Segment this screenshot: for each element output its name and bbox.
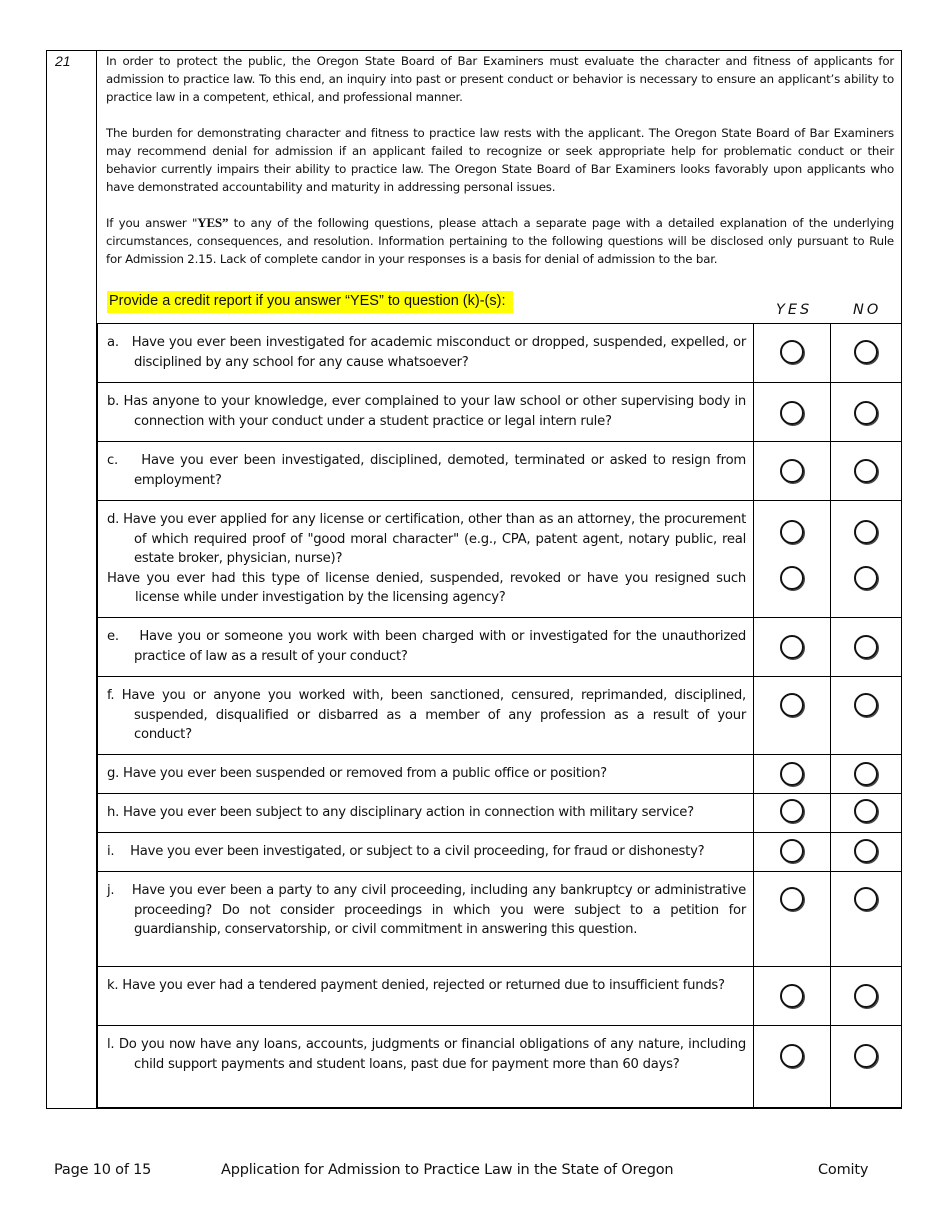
question-a-text <box>98 324 753 380</box>
question-k-no-radio[interactable] <box>854 984 878 1008</box>
question-a-body: Have you ever been investigated for academic misconduct or dropped, suspended, expelled, or disciplined by any school for any cause whatsoever? <box>131 335 746 370</box>
intro-p3-before: If you answer " <box>106 216 198 230</box>
question-d-prefix: d. <box>107 512 120 527</box>
question-row-b <box>98 383 902 442</box>
question-c-no-radio[interactable] <box>854 459 878 483</box>
question-d2-yes-radio[interactable] <box>780 566 804 590</box>
question-i-no-radio[interactable] <box>854 839 878 863</box>
question-d1-no-radio[interactable] <box>854 520 878 544</box>
question-l-text <box>98 1026 753 1082</box>
question-f-prefix: f. <box>107 688 115 703</box>
credit-report-highlight: Provide a credit report if you answer “YES” to question (k)-(s): <box>107 291 513 313</box>
question-d2-no-radio[interactable] <box>854 566 878 590</box>
question-c-text <box>98 442 753 498</box>
question-row-l <box>98 1026 902 1108</box>
question-a-yes-radio[interactable] <box>780 340 804 364</box>
question-c-yes-radio[interactable] <box>780 459 804 483</box>
question-number: 21 <box>55 53 71 69</box>
footer-type: Comity <box>818 1162 869 1178</box>
question-k-text <box>98 967 753 1004</box>
questions-table <box>97 323 902 1108</box>
question-f-no-radio[interactable] <box>854 693 878 717</box>
question-d-body: Have you ever applied for any license or certification, other than as an attorney, the procurement of which required proof of "good moral character" (e.g., CPA, patent agent, notary public, real estate broker, physician, nurse)? <box>123 512 746 567</box>
intro-text <box>106 52 894 268</box>
question-l-body: Do you now have any loans, accounts, judgments or financial obligations of any nature, including child support payments and student loans, past due for payment more than 60 days? <box>118 1037 746 1072</box>
question-l-prefix: l. <box>107 1037 115 1052</box>
intro-p3-yes: YES” <box>197 215 229 230</box>
question-f-body: Have you or anyone you worked with, been sanctioned, censured, reprimanded, disciplined, suspended, disqualified or disbarred as a member of any profession as a result of your conduct? <box>121 688 746 743</box>
question-i-text <box>98 833 753 870</box>
question-row-f <box>98 677 902 755</box>
question-row-d <box>98 501 902 618</box>
question-l-no-radio[interactable] <box>854 1044 878 1068</box>
question-j-body: Have you ever been a party to any civil proceeding, including any bankruptcy or administrative proceeding? Do not consider proceedings in which you were subject to a petition for guardianship, conservatorship, or civil commitment in answering this question. <box>131 883 746 938</box>
intro-p3-after: to any of the following questions, please attach a separate page with a detailed explanation of the underlying circumstances, consequences, and resolution. Information pertaining to the following questions will be disclosed only pursuant to Rule for Admission 2.15. Lack of complete candor in your responses is a basis for denial of admission to the bar. <box>106 216 894 266</box>
intro-paragraph-2: The burden for demonstrating character and fitness to practice law rests with the applicant. The Oregon State Board of Bar Examiners may recommend denial for admission if an applicant failed to recognize or seek appropriate help for problematic conduct or their behavior currently impairs their ability to practice law. The Oregon State Board of Bar Examiners looks favorably upon applicants who have demonstrated accountability and maturity in addressing personal issues. <box>106 126 894 194</box>
question-g-prefix: g. <box>107 766 120 781</box>
question-i-yes-radio[interactable] <box>780 839 804 863</box>
question-g-yes-radio[interactable] <box>780 762 804 786</box>
question-e-body: Have you or someone you work with been charged with or investigated for the unauthorized practice of law as a result of your conduct? <box>134 629 746 664</box>
question-j-yes-radio[interactable] <box>780 887 804 911</box>
question-21-frame <box>46 50 902 1109</box>
question-h-text <box>98 794 753 831</box>
question-row-h <box>98 794 902 833</box>
question-row-a <box>98 324 902 383</box>
question-row-i <box>98 833 902 872</box>
question-f-yes-radio[interactable] <box>780 693 804 717</box>
question-k-yes-radio[interactable] <box>780 984 804 1008</box>
question-g-text <box>98 755 753 792</box>
question-d1-yes-radio[interactable] <box>780 520 804 544</box>
footer-page-number: Page 10 of 15 <box>54 1162 152 1178</box>
question-i-body: Have you ever been investigated, or subject to a civil proceeding, for fraud or dishonesty? <box>130 844 705 859</box>
question-e-prefix: e. <box>107 629 119 644</box>
question-a-prefix: a. <box>107 335 119 350</box>
question-h-body: Have you ever been subject to any disciplinary action in connection with military service? <box>123 805 694 820</box>
question-row-j <box>98 872 902 967</box>
question-row-k <box>98 967 902 1026</box>
question-row-c <box>98 442 902 501</box>
question-k-body: Have you ever had a tendered payment denied, rejected or returned due to insufficient funds? <box>122 978 725 993</box>
question-j-no-radio[interactable] <box>854 887 878 911</box>
question-d-text <box>98 501 753 616</box>
question-b-body: Has anyone to your knowledge, ever complained to your law school or other supervising body in connection with your conduct under a student practice or legal intern rule? <box>123 394 746 429</box>
question-k-prefix: k. <box>107 978 119 993</box>
question-f-text <box>98 677 753 753</box>
question-h-prefix: h. <box>107 805 120 820</box>
question-d-body-2: Have you ever had this type of license denied, suspended, revoked or have you resigned such license while under investigation by the licensing agency? <box>107 570 746 606</box>
question-row-g <box>98 755 902 794</box>
no-column-header: NO <box>853 302 882 318</box>
yes-column-header: YES <box>776 302 813 318</box>
question-b-text <box>98 383 753 439</box>
question-j-text <box>98 872 753 948</box>
intro-paragraph-1: In order to protect the public, the Oregon State Board of Bar Examiners must evaluate the character and fitness of applicants for admission to practice law. To this end, an inquiry into past or present conduct or behavior is necessary to ensure an applicant’s ability to practice law in a competent, ethical, and professional manner. <box>106 54 894 104</box>
question-row-e <box>98 618 902 677</box>
question-h-yes-radio[interactable] <box>780 799 804 823</box>
question-e-no-radio[interactable] <box>854 635 878 659</box>
question-j-prefix: j. <box>107 883 115 898</box>
question-b-yes-radio[interactable] <box>780 401 804 425</box>
question-e-yes-radio[interactable] <box>780 635 804 659</box>
intro-paragraph-3 <box>106 214 894 268</box>
question-g-no-radio[interactable] <box>854 762 878 786</box>
question-b-prefix: b. <box>107 394 120 409</box>
question-e-text <box>98 618 753 674</box>
question-i-prefix: i. <box>107 844 115 859</box>
question-l-yes-radio[interactable] <box>780 1044 804 1068</box>
question-b-no-radio[interactable] <box>854 401 878 425</box>
question-c-body: Have you ever been investigated, disciplined, demoted, terminated or asked to resign from employment? <box>134 453 746 488</box>
question-c-prefix: c. <box>107 453 118 468</box>
footer-title: Application for Admission to Practice Law in the State of Oregon <box>221 1162 674 1178</box>
question-g-body: Have you ever been suspended or removed from a public office or position? <box>123 766 607 781</box>
question-h-no-radio[interactable] <box>854 799 878 823</box>
question-a-no-radio[interactable] <box>854 340 878 364</box>
